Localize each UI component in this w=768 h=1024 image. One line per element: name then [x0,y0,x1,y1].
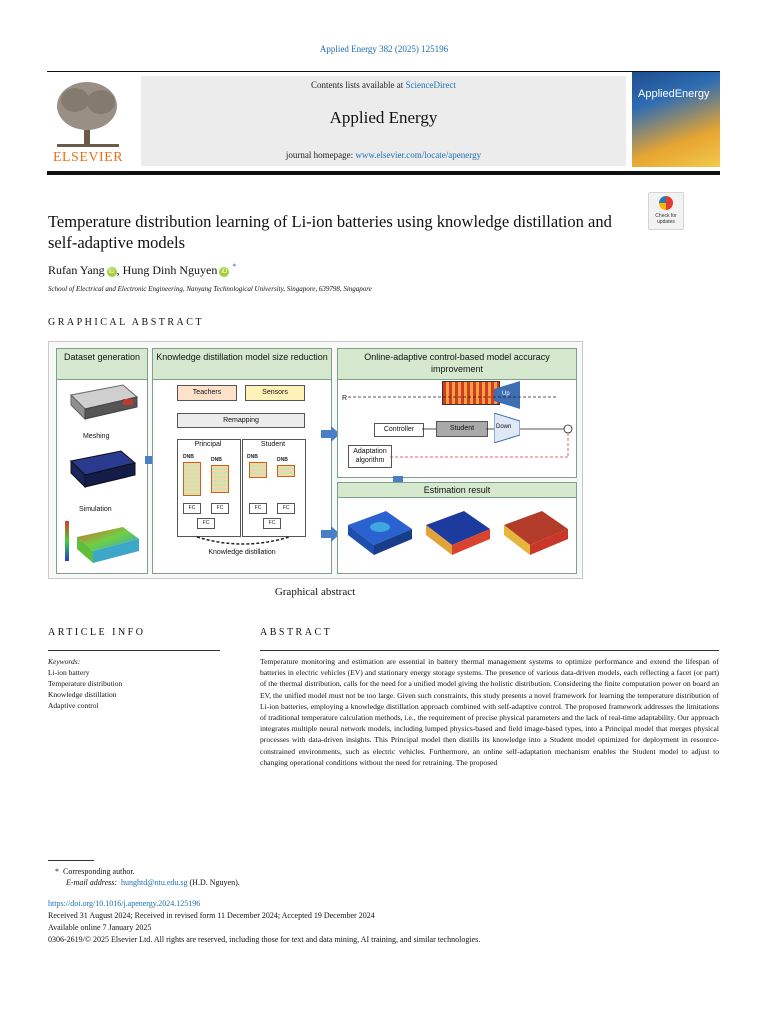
journal-title: Applied Energy [329,108,438,127]
down-label: Down [496,424,512,430]
sciencedirect-link[interactable]: ScienceDirect [405,80,456,90]
meshing-label: Meshing [83,433,110,440]
publication-info [48,898,480,946]
dnb-label: DNB [211,457,222,463]
remapping-box: Remapping [177,413,305,428]
simulation-result-icon [63,519,143,569]
crossmark-icon [659,196,673,210]
dnb-block [249,462,267,478]
panel-estimation-result [337,482,577,574]
author-list: Rufan Yang iD , Hung Dinh Nguyen iD * [48,262,237,277]
abstract-text: Temperature monitoring and estimation are essential in battery thermal management systems to optimize performance and extend the lifespan of batteries in electric vehicles (EV) and stationary energy storage systems. The presence of various data-driven models, each reflecting a facet (or part) of the thermal distribution, calls for the need for a unified model giving the holistic distribution. Considering the finite computation power on board an EV, the unified model must not be too large. Given such constraints, this study presents a novel framework for learning the temperature distribution of Li-ion batteries, employing a knowledge distillation approach combined with self-adaptive control. The proposed framework addresses the limitations of traditional temperature calculation methods, i.e., the requirement of precise physical parameters and the lack of real-time adaptability. Our approach integrates multiple neural network models, including lumped physics-based and field image-based types, into a Principal model that merges physical processes with data-driven insights. This Principal model then distills its knowledge into a Student model optimized for deployment in resource-constrained environments, such as electric vehicles. Furthermore, an online self-adaptation mechanism enables the Student model to adjust to changing operational conditions without the need for retraining. The proposed [260,657,719,767]
distillation-arrow-icon [193,535,293,549]
article-info-heading: ARTICLE INFO [48,627,146,638]
author-name[interactable]: Hung Dinh Nguyen [122,263,218,277]
panel-title: Estimation result [338,483,576,498]
principal-label: Principal [194,441,222,448]
keyword-item: Temperature distribution [48,679,123,688]
email-line: E-mail address: hunghtd@ntu.edu.sg (H.D. Nguyen). [66,878,240,887]
panel-knowledge-distillation [152,348,332,574]
orcid-icon[interactable]: iD [219,267,229,277]
elsevier-wordmark: ELSEVIER [52,150,124,165]
author-name[interactable]: Rufan Yang [48,263,105,277]
meshed-battery-icon [67,447,139,499]
graphical-abstract-heading: GRAPHICAL ABSTRACT [48,317,205,328]
keywords-label: Keywords: [48,657,81,666]
panel-title: Online-adaptive control-based model accuracy improvement [338,349,576,380]
contents-line: Contents lists available at ScienceDirect [311,80,456,90]
panel-title: Dataset generation [57,349,147,380]
panel-dataset-generation [56,348,148,574]
homepage-line: journal homepage: www.elsevier.com/locate/apenergy [285,150,482,160]
fc-layer: FC [249,503,267,514]
panel-title: Knowledge distillation model size reduction [153,349,331,380]
simulation-label: Simulation [79,506,112,513]
orcid-icon[interactable]: iD [107,267,117,277]
knowledge-distillation-label: Knowledge distillation [208,549,276,556]
badge-label: Check for updates [655,213,677,225]
dnb-block [211,465,229,493]
dnb-label: DNB [277,457,288,463]
adaptation-algorithm-box: Adaptation algorithm [348,445,392,468]
graphical-abstract-figure[interactable] [48,341,583,579]
fc-layer: FC [183,503,201,514]
dnb-label: DNB [247,454,258,460]
check-for-updates-badge[interactable] [648,192,684,230]
affiliation: School of Electrical and Electronic Engineering, Nanyang Technological University, Singapore, 639798, Singapore [48,285,372,293]
fc-layer: FC [211,503,229,514]
sensors-box: Sensors [245,385,305,401]
student-model-block: Student [436,421,488,437]
header-top-rule [47,71,720,72]
paper-title: Temperature distribution learning of Li-ion batteries using knowledge distillation and self-adaptive models [48,212,612,252]
homepage-link[interactable]: www.elsevier.com/locate/apenergy [355,150,482,160]
email-link[interactable]: hunghtd@ntu.edu.sg [121,878,188,887]
keywords-block [48,656,122,711]
dnb-label: DNB [183,454,194,460]
figure-caption: Graphical abstract [274,586,356,598]
reference-signal-label: R [342,395,348,402]
keyword-item: Knowledge distillation [48,690,117,699]
keyword-item: Adaptive control [48,701,99,710]
dnb-block [277,465,295,477]
copyright: 0306-2619/© 2025 Elsevier Ltd. All rights are reserved, including those for text and data mining, AI training, and similar technologies. [48,935,481,944]
doi-link[interactable]: https://doi.org/10.1016/j.apenergy.2024.125196 [48,899,201,908]
header-bottom-rule [47,171,720,175]
fc-layer: FC [197,518,215,529]
up-label: Up [502,391,510,397]
abstract-rule [260,650,719,651]
panel-online-adaptive-control [337,348,577,478]
footnote-rule [48,860,94,861]
estimation-render-1 [346,503,416,563]
corresponding-author-mark[interactable]: * [232,262,237,271]
abstract-heading: ABSTRACT [260,627,333,638]
teachers-box: Teachers [177,385,237,401]
online-date: Available online 7 January 2025 [48,923,152,932]
article-info-rule [48,650,220,651]
journal-reference-link[interactable]: Applied Energy 382 (2025) 125196 [319,44,449,54]
corresponding-author-note: * Corresponding author. [55,867,135,876]
student-label: Student [260,441,286,448]
keyword-item: Li-ion battery [48,668,90,677]
controller-box: Controller [374,423,424,437]
dnb-block [183,462,201,496]
battery-cell-icon [67,383,139,423]
estimation-render-2 [424,503,494,563]
cover-title: AppliedEnergy [638,88,710,100]
fc-layer: FC [263,518,281,529]
fc-layer: FC [277,503,295,514]
control-loop-lines [338,389,576,469]
estimation-render-3 [502,503,572,563]
journal-cover-image[interactable] [632,72,720,167]
received-dates: Received 31 August 2024; Received in revised form 11 December 2024; Accepted 19 December 2024 [48,911,375,920]
